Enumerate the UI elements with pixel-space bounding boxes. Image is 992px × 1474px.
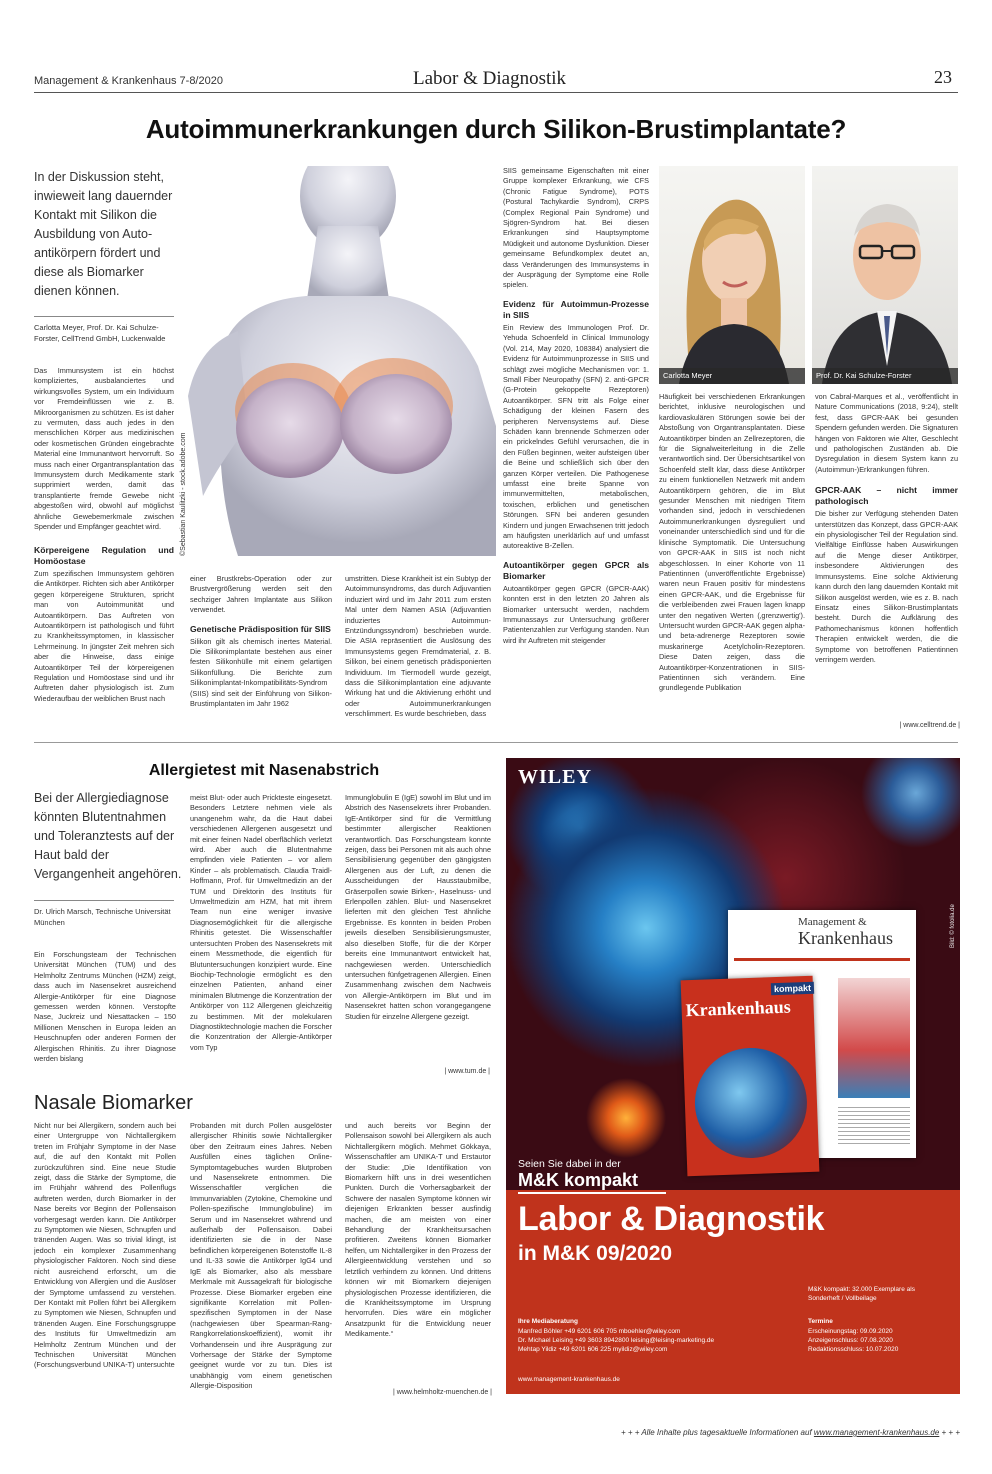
ad-dates-head: Termine <box>808 1318 833 1325</box>
ad-contact-3[interactable]: Mehtap Yildiz +49 6201 606 225 myildiz@wiley.com <box>518 1346 668 1353</box>
section-title: Labor & Diagnostik <box>413 68 567 89</box>
page-number: 23 <box>934 67 952 87</box>
mag-text-lines <box>838 1104 910 1144</box>
ad-big-title: Labor & Diagnostik <box>518 1200 825 1238</box>
mag-cover-image <box>838 978 910 1098</box>
subhead-regulation: Körpereigene Regulation und Homöostase <box>34 545 174 566</box>
advertisement[interactable] <box>506 758 960 1394</box>
ad-contact-2[interactable]: Dr. Michael Leising +49 3603 8942800 leising@leising-marketing.de <box>518 1337 715 1344</box>
article3-col2: Probanden mit durch Pollen ausgelöster allergischer Rhinitis sowie Nichtallergiker über den Zeitraum eines Jahres. Neben Ausfüllen eines täglichen Online-Symptomtagebuches wurden Blutproben und Nasensekrete entnommen. Die Wissenschaftler verglichen die Immunvariablen (Zytokine, Chemokine und Pollen-spezifische Immunglobuline) im Serum und im Nasensekret während und außerhalb der Pollensaison. Dabei identifizierten sie die in der Nase befindlichen körpereigenen Botenstoffe IL-8 und IL-33 sowie die Antikörper IgG4 und IgE als Biomarker, also als messbare Merkmale mit Aussagekraft für biologische Prozesse. Diese Biomarker ergeben eine signifikante Korrelation mit Pollen-spezifischen Symptomen in der Nase (nachgewiesen über Spearman-Rang-Rangkorrelationskoeffizient), womit ihr Vorhandensein und ihre Ausprägung zur Vorhersage der Stärke der Symptome geeignet wurde vor zu tun. Dies ist unabhängig vom einem genetischen Allergie-Disposition <box>190 1121 332 1391</box>
ad-line1: Seien Sie dabei in der <box>518 1158 621 1170</box>
ad-image-credit: Bild: © fotolia.de <box>950 904 956 948</box>
footer-link[interactable]: www.management-krankenhaus.de <box>813 1428 940 1437</box>
article3-headline: Nasale Biomarker <box>34 1092 193 1114</box>
article2-col1: Ein Forschungsteam der Technischen Universität München (TUM) und des Helmholtz Zentrums München (HZM) zeigt, dass auch im Nasensekret ausreichend Allergie-Antikörper für eine Diagnose gemessen werden können. Verstopfte Nase, Juckreiz und Niesattacken – 150 Millionen Menschen in Europa leiden an Heuschnupfen oder anderen Formen der Allergischen Rhinitis. Zu ihrer Diagnose werden bislang <box>34 950 176 1064</box>
article1-col5: Häufigkeit bei verschiedenen Erkrankungen berichtet, inklusive neurologischen und kardiovaskulären Störungen sowie bei der Abstoßung von Organtransplantaten. Diese Autoantikörper binden an Zellrezeptoren, die für die Signalweiterleitung in die Zelle verantwortlich sind. Der Übersichtsartikel von Schoenfeld stellt klar, dass diese Antikörper zu einem funktionellen Netzwerk mit andern Autoantikörpern gehören, die im Blut gesunder Menschen mit niedrigen Titern vorhanden sind, jedoch in verschiedenen Autoimmunerkrankungen dysreguliert und voneinander unterschiedlich sind und für die klinische Symptomatik. Die Untersuchung von GPCR-AAK in SIIS ist noch nicht abgeschlossen. In einer Kohorte von 11 Patientinnen (unveröffentlichte Ergebnisse) waren neun Frauen positiv für mindestens einen GPCR-AAK, und die Ergebnisse für die verbleibenden zwei Frauen lagen knapp unter den negativen Werten (‚grenzwertig'). Untersucht wurden GPCR-AAK gegen alpha- und beta-adrenerge Rezeptoren sowie muskarinerge Acetylcholin-Rezeptoren. Diese Daten zeigen, dass die Autoantikörper-Konzentrationen in SIIS-Patientinnen sich verändern. Eine grundlegende Publikation <box>659 392 805 693</box>
article1-col2-text2: Silikon gilt als chemisch inertes Material. Die Silikonimplantate bestehen aus einer festen Silikonhülle mit einem gelartigen Silikonfüllung. Die Berichte zum Silikonimplantat-Inkompatibilitäts-Syndrom (SIIS) sind seit der Einführung von Silikon-Brustimplantaten im Jahr 1962 <box>190 636 332 709</box>
magazine-cover-front <box>681 976 820 1176</box>
ad-date-2: Anzeigenschluss: 07.08.2020 <box>808 1337 893 1344</box>
article3-col3: und auch bereits vor Beginn der Pollensaison sowohl bei Allergikern als auch Nichtallergikern möglich. Mehmet Gökkaya, Wissenschaftler am UNIKA-T und Erstautor der Studie: „Die Identifikation von Biomarkern hilft uns in drei wesentlichen Punkten. Durch die Vorhersagbarkeit der Schwere der nasalen Symptome können wir diejenigen Erkrankten besser ausfindig machen, die am meisten von einer Behandlung der Krankheitsursachen profitieren. Zweitens können Biomarker helfen, um Nichtallergiker in den Prozess der Allergieentwicklung verstehen und so letztlich verhindern zu können. Und drittens können wir mit Biomarkern diejenigen physiologischen Prozesse identifizieren, die die Krankheitssymptome im Ursprung hervorrufen. Dies wäre ein möglicher Ansatzpunkt für die Entwicklung neuer Medikamente.“ <box>345 1121 491 1339</box>
article2-lead: Bei der Allergiediagnose könnten Blutentnahmen und Toleranztests auf der Haut bald der Vergangenheit angehören. <box>34 791 182 881</box>
article2-byline: Dr. Ulrich Marsch, Technische Universität München <box>34 907 171 927</box>
ad-date-1: Erscheinungstag: 09.09.2020 <box>808 1328 893 1335</box>
article1-col3: umstritten. Diese Krankheit ist ein Subtyp der Autoimmunsyndroms, das durch Adjuvantien induziert wird und im Jahr 2011 zum ersten Mal unter dem Namen ASIA (Adjuvantien induziertes Autoimmun-Entzündungssyndrom) beschrieben wurde. Die ASIA repräsentiert die Auslösung des Immunsystems gegen Fremdmaterial, z. B. Silikon, bei einem genetisch prädisponierten Individuum. Im Tiermodell wurde gezeigt, dass die Silikonimplantation eine adjuvante Wirkung hat und die Aktivierung erhöht und oder Autoimmunerkrankungen verschlimmert. Es wurde beschrieben, dass <box>345 574 491 719</box>
mag-title-small: Management & <box>798 916 867 928</box>
article1-byline: Carlotta Meyer, Prof. Dr. Kai Schulze-Forster, CellTrend GmbH, Luckenwalde <box>34 323 166 343</box>
article2-col2: meist Blut- oder auch Prickteste eingesetzt. Besonders Letztere nehmen viele als unangenehm wahr, da die Haut dabei verschiedenen Allergenen ausgesetzt und mit einer feinen Nadel oberflächlich verletzt wird. Aber auch die Blutentnahme empfinden viele Patienten – vor allem Kinder – als problematisch. Claudia Traidl-Hoffmann, Prof. für Umweltmedizin an der TUM und Direktorin des Instituts für Umweltmedizin am HZM, hat mit ihrem Team nun eine weniger invasive Diagnosemöglichkeit für die allergische Rhinitis getestet. Die Wissenschaftler untersuchten Proben des Nasensekrets mit einem Messmethode, die eigentlich für Blutuntersuchungen konzipiert wurde. Eine Biochip-Technologie ermöglicht es den einzelnen Patienten, anhand einer minimalen Blutmenge die Konzentration der Antikörper von 112 Allergenen gleichzeitig zu bestimmen. Mit der molekularen Diagnostiktechnologie machen die Forscher die Konzentration der Allergie-Antikörper vom Typ <box>190 793 332 1052</box>
portrait-schulze-forster <box>812 166 958 384</box>
article1-col1-intro: Das Immunsystem ist ein höchst kompliziertes, ausbalanciertes und wirkungsvolles System, um ein Individuum vor Fremdeinflüssen wie z. B. Mikroorganismen zu schützen. Es ist daher zu vermuten, dass auch jedes in den menschlichen Körper aus medizinischen oder kosmetischen Gründen eingebrachte Material eine Immunantwort hervorruft. So muss nach einer Organtransplantation das Immunsystem durch Medikamente stark supprimiert werden, damit das transplantierte fremde Gewebe nicht abgestoßen wird, obwohl auf möglichst ähnliche Gewebemerkmale zwischen Spender und Empfänger geachtet wird. <box>34 366 174 532</box>
subhead-not-pathological: GPCR-AAK – nicht immer pathologisch <box>815 485 958 507</box>
article2-col3: Immunglobulin E (IgE) sowohl im Blut und im Abstrich des Nasensekrets ihrer Probanden. IgE-Antikörper sind für die Vermittlung bestimmter allergischer Reaktionen verantwortlich. Das Forschungsteam konnte zeigen, dass bei Personen mit als auch ohne Sensibilisierung gegenüber den gängigsten Allergenen aus der Luft, zu denen die Ausscheidungen der Hausstaubmilbe, Gräserpollen sowie Birken-, Haselnuss- und Erlenpollen zählen. Blut- und Nasensekret lieferten mit den gleichen Test ähnliche Ergebnisse. Es konnten in beiden Proben jeweils dieselben Sensibilisierungsmuster, also dieselben Stoffe, für die der Körper bereits eine Immunantwort entwickelt hat, nachgewiesen werden. Unterschiedlich untersuchen fünfgetragenen Allergien. Einen Zusammenhang zwischen dem Nachweis von Allergie-Antikörpern im Blut und im Nasensekret hatten schon vorangegangene Studien für einzelne Allergene gezeigt. <box>345 793 491 1021</box>
article1-col1-body <box>34 542 174 732</box>
footer <box>600 1428 960 1437</box>
wiley-logo: WILEY <box>518 766 592 788</box>
article3-source: | www.helmholtz-muenchen.de | <box>393 1389 492 1396</box>
ad-date-3: Redaktionsschluss: 10.07.2020 <box>808 1346 899 1353</box>
article3-col1: Nicht nur bei Allergikern, sondern auch bei einer Untergruppe von Nichtallergikern treten im Frühjahr Symptome in der Nase auf, die auf den Kontakt mit Pollen zurückzuführen sind. Eine neue Studie zeigt, dass die Stärke der Symptome, die im Frühjahr während des Pollenflugs auftreten werden, durch Biomarker in der Nase bereits vor Beginn der Pollensaison vorhergesagt werden kann. Die Antikörper zu Symptomen wie Niesen, Schnupfen und tränenden Augen. Was so trivial klingt, ist jedoch ein komplexer Zusammenhang physiologischer Faktoren. Noch sind diese nicht ausreichend erforscht, um die Entwicklung von Allergien und die Auslöser der Symptome umfassend zu verstehen. Der Kontakt mit Pollen führt bei Allergikern zu Symptomen wie Niesen, Schnupfen und tränenden Augen. Eine Forschungsgruppe des Instituts für Umweltmedizin am Helmholtz Zentrum München und der Technischen Universität München (Forschungsverbund UNIKA-T) untersuchte <box>34 1121 176 1370</box>
article1-col4-text2: Ein Review des Immunologen Prof. Dr. Yehuda Schoenfeld in Clinical Immunology (Vol. 214, May 2020, 108384) analysiert die Evidenz für Autoimmunprozesse in SIIS und schlägt zwei mögliche Mechanismen vor: 1. Small Fiber Neuropathy (SFN) 2. anti-GPCR (G-Protein gekoppelte Rezeptoren) Autoantikörper. SFN tritt als Folge einer Schädigung der kleinen Fasern des peripheren Nervensystems auf. Diese Schäden kann brennende Schmerzen oder ein prickelndes Gefühl verursachen, die in den Füßen beginnen, weiter aufsteigen über die Beine und schließlich sich über den ganzen Körper verteilen. Die Pathogenese umfasst eine breite Spanne von immunvermittelten, metabolischen, toxischen, erblichen und genetischen Störungen. SFN bei anderen gesunden Kindern und jungen Erwachsenen tritt jedoch am häufigsten unerklärlich auf und umfasst autoreaktive B-Zellen. <box>503 322 649 551</box>
mag-title-large: Krankenhaus <box>798 928 893 948</box>
article1-col6 <box>815 392 958 714</box>
ad-circulation: M&K kompakt: 32.000 Exemplare als Sonderheft / Vollbeilage <box>808 1286 915 1302</box>
article2-headline: Allergietest mit Nasenabstrich <box>148 762 380 779</box>
byline-rule <box>34 316 174 317</box>
mag-kompakt-badge: kompakt <box>771 982 814 995</box>
byline-rule-2 <box>34 900 174 901</box>
section-divider <box>34 742 958 743</box>
mag-front-image <box>693 1046 809 1160</box>
image-credit: ©Sebastian Kaulitzki - stock.adobe.com <box>180 432 187 556</box>
article1-col1-text: Zum spezifischen Immunsystem gehören die Antikörper. Richten sich aber Antikörper gegen körpereigene Strukturen, spricht man von Autoimmunität und Autoantikörpern. Das Auftreten von Autoantikörpern ist pathologisch und führt zu Krankheitssymptomen, in klassischer Lehrmeinung. In jüngster Zeit mehren sich aber die Hinweise, dass einige Autoantikörper Teil der körpereigenen Regulation und Homöostase sind und ihr Auftreten daher physiologisch ist. Zum Wiederaufbau der weiblichen Brust nach <box>34 569 174 703</box>
ad-contact-1[interactable]: Manfred Böhler +49 6201 606 705 mboehler@wiley.com <box>518 1328 681 1335</box>
subhead-genetics: Genetische Prädisposition für SIIS <box>190 623 331 634</box>
implant-illustration <box>178 166 496 556</box>
ad-url[interactable]: www.management-krankenhaus.de <box>518 1376 620 1383</box>
header-rule <box>34 92 958 93</box>
ad-bar <box>518 1192 666 1194</box>
ad-line2: M&K kompakt <box>518 1170 639 1190</box>
issue-label: Management & Krankenhaus 7-8/2020 <box>34 75 223 87</box>
article1-col4 <box>503 166 649 734</box>
subhead-evidence: Evidenz für Autoimmun-Prozesse in SIIS <box>503 298 649 320</box>
subhead-gpcr: Autoantikörper gegen GPCR als Biomarker <box>503 559 649 581</box>
ad-contact-head: Ihre Mediaberatung <box>518 1318 578 1325</box>
mag-front-title: Krankenhaus <box>685 996 791 1021</box>
article1-source: | www.celltrend.de | <box>899 722 960 729</box>
portrait-meyer-caption: Carlotta Meyer <box>659 368 805 384</box>
article1-col2-text1: einer Brustkrebs-Operation oder zur Brustvergrößerung werden seit den sechziger Jahren Implantate aus Silikon verwendet. <box>190 574 332 615</box>
ad-subtitle: in M&K 09/2020 <box>518 1242 673 1265</box>
article1-col2 <box>190 574 332 734</box>
article1-lead: In der Diskussion steht, inwieweit lang dauernder Kontakt mit Silikon die Ausbildung von Auto-antikörpern fördert und diese als Biomarker dienen können. <box>34 170 173 298</box>
article1-col4-text3: Autoantikörper gegen GPCR (GPCR-AAK) konnten erst in den letzten 20 Jahren als Biomarker untersucht werden, nachdem Immunassays zur Untersuchung größerer Patientenzahlen zur Verfügung standen. Nun wird ihr Auftreten mit steigender <box>503 583 649 645</box>
article1-col6-text1: von Cabral-Marques et al., veröffentlicht in Nature Communications (2018, 9:24), stellt fest, dass GPCR-AAK bei gesunden Spendern gefunden werden. Die Signaturen hängen von Faktoren wie Alter, Geschlecht und pathologischen Zuständen ab. Die Dysregulation in diesem System kann zu (Autoimmun-)Erkrankungen führen. <box>815 392 958 474</box>
article2-source: | www.tum.de | <box>444 1068 490 1075</box>
mag-rule <box>734 958 910 961</box>
article1-headline: Autoimmunerkrankungen durch Silikon-Brustimplantate? <box>145 114 847 144</box>
implant-illustration-svg <box>178 166 496 556</box>
portrait-schulze-forster-svg <box>812 166 958 384</box>
portrait-meyer <box>659 166 805 384</box>
portrait-meyer-svg <box>659 166 805 384</box>
article1-col6-text2: Die bisher zur Verfügung stehenden Daten unterstützen das Konzept, dass GPCR-AAK ein physiologischer Teil der Regulation sind. Vielfältige Einflüsse haben Auswirkungen auf die Menge dieser Antikörper, insbesondere Aktivierungen des Immunsystems. Eine solche Aktivierung kann durch den lang dauernden Kontakt mit Silikon ausgelöst werden, wie es z. B. nach Einsatz eines Silikon-Brustimplantats besteht. Durch die Aufklärung des Pathomechanismus können hoffentlich Therapien entwickelt werden, die die Symptome von betroffenen Patientinnen verringern werden. <box>815 509 958 664</box>
portrait-schulze-forster-caption: Prof. Dr. Kai Schulze-Forster <box>812 368 958 384</box>
footer-prefix: + + + Alle Inhalte plus tagesaktuelle Informationen auf <box>620 1428 814 1437</box>
article1-col4-text1: SIIS gemeinsame Eigenschaften mit einer Gruppe komplexer Erkrankung, wie CFS (Chronic Fatigue Syndrome), POTS (Postural Tachykardie Syndrom), CRPS (Complex Regional Pain Syndrome) und Sjögren-Syndrom hat. Bei diesen Erkrankungen sind Hauptsymptome Müdigkeit und autonome Dysfunktion. Dieser gemeinsame Befundkomplex deutet an, dass Veränderungen des Immunsystems in der Ausprägung der Symptome eine Rolle spielen. <box>503 166 649 290</box>
footer-suffix: + + + <box>939 1428 960 1437</box>
